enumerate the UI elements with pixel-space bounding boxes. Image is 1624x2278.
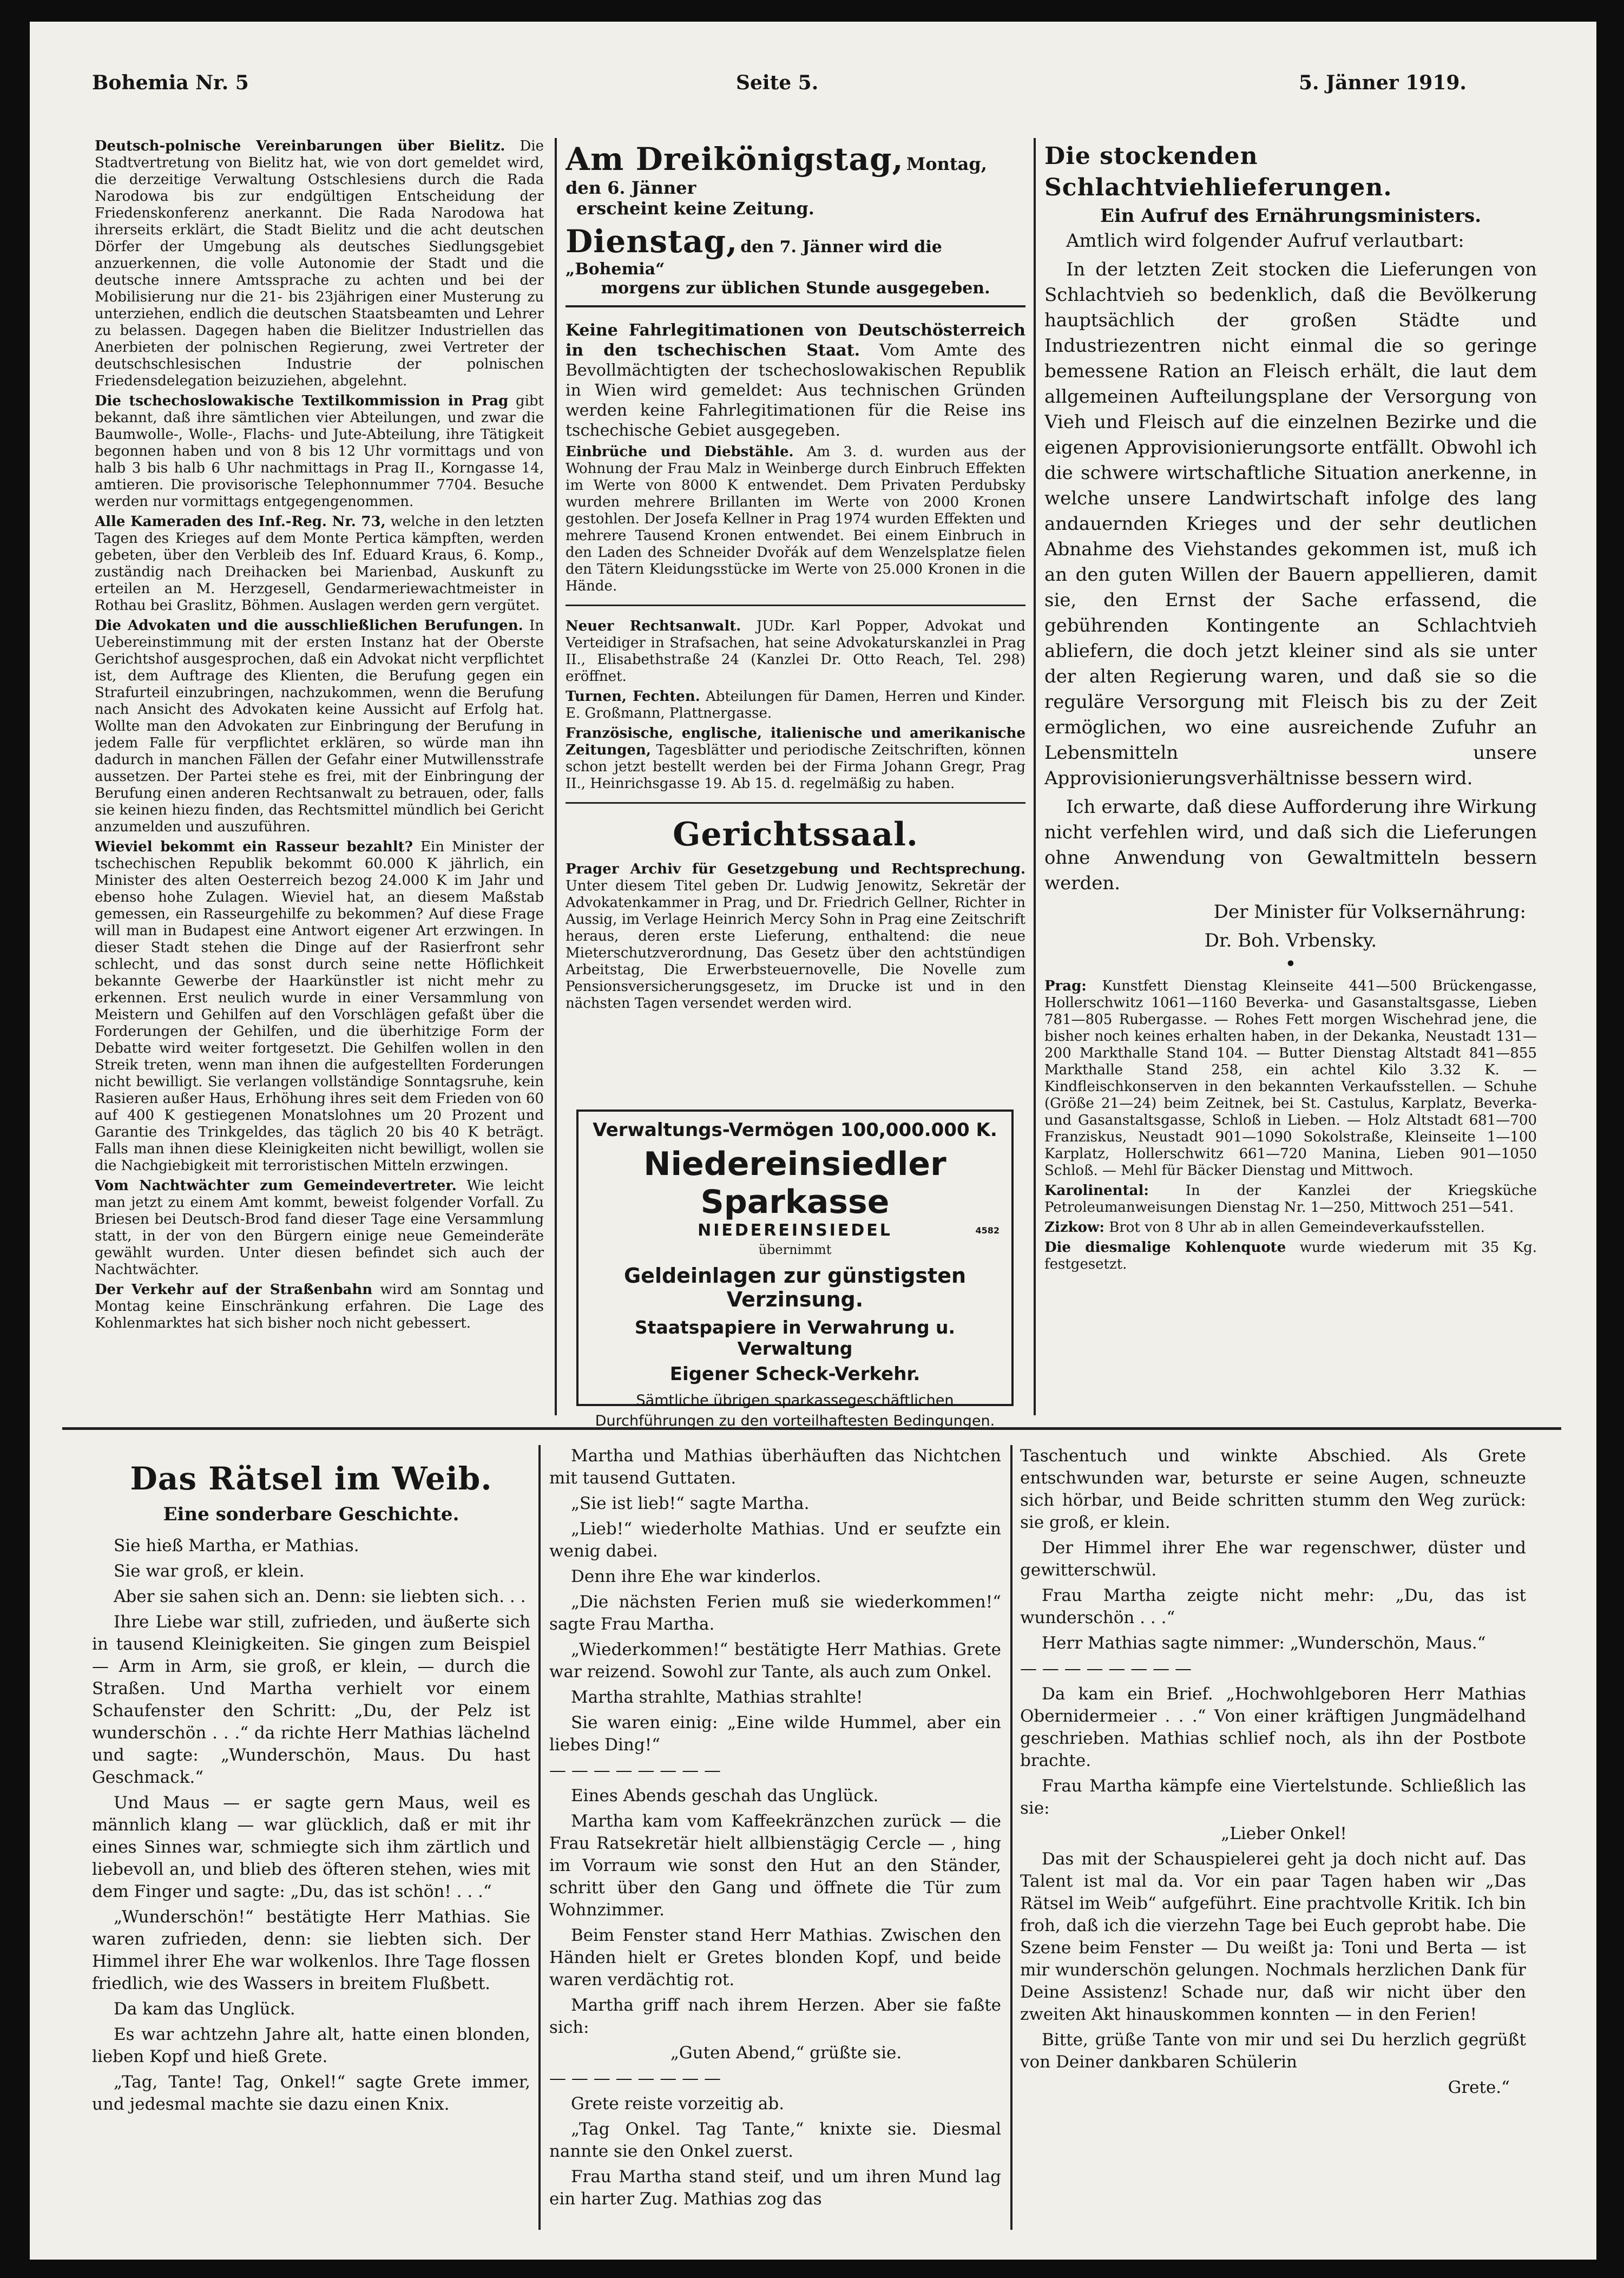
- story-c3-p2: Der Himmel ihrer Ehe war regenschwer, düster und gewitterschwül.: [1020, 1538, 1526, 1580]
- sparkasse-ad: [576, 1110, 1014, 1429]
- left-article-5: Wieviel bekommt ein Rasseur bezahlt? Ein Minister der tschechischen Republik bekommt 60.000 K jährlich, ein Minister des alten Oesterreich bezog 24.000 K im Jahr und ebenso hohe Zulagen. Wieviel hat, an diesem Maßstab gemessen, ein Rasseurgehilfe zu bekommen? Auf diese Frage will man in Budapest eine Antwort eigener Art erzwingen. In dieser Stadt stehen die Dinge auf der Rasierfront sehr schlecht, und das sonst durch seine nette Höflichkeit bekannte Gewerbe der Haarkünstler ist nicht mehr zu erkennen. Erst neulich wurde in einer Versammlung von Meistern und Gehilfen auf den Vorschlägen gefaßt über die Forderungen der Gehilfen, und die überhitzige Form der Debatte wird weiter fortgesetzt. Die Gehilfen wollen in den Streik treten, wenn man ihnen die aufgestellten Forderungen nicht bewilligt. Sie verlangen vollständige Sonntagsruhe, kein Rasieren außer Haus, Erhöhung ihres seit dem Frieden von 60 auf 400 K gestiegenen Monatslohnes um 20 Prozent und Garantie des Trinkgeldes, das täglich 20 bis 40 K beträgt. Falls man ihnen diese Kleinigkeiten nicht bewilligt, wollen sie die Nachgiebigkeit mit terroristischen Mitteln erzwingen.: [95, 839, 544, 1174]
- story-c3-break: — — — — — — — —: [1020, 1659, 1192, 1678]
- right-small-4: Die diesmalige Kohlenquote wurde wiederum mit 35 Kg. festgesetzt.: [1044, 1239, 1537, 1272]
- story-rule-1: [538, 1445, 541, 2230]
- story-c2-p9: Eines Abends geschah das Unglück.: [571, 1786, 879, 1806]
- story-c2-p12: Martha griff nach ihrem Herzen. Aber sie faßte sich:: [549, 1995, 1001, 2037]
- notice-dreikoenigstag: Am Dreikönigstag, Montag, den 6. Jänner erscheint keine Zeitung.: [566, 141, 987, 219]
- story-subtitle: Eine sonderbare Geschichte.: [163, 1504, 459, 1525]
- story-c1-p1: Sie hieß Martha, er Mathias.: [114, 1536, 359, 1555]
- story-c2-p15: „Tag Onkel. Tag Tante,“ knixte sie. Diesmal nannte sie den Onkel zuerst.: [549, 2119, 1001, 2161]
- story-c1-p3: Aber sie sahen sich an. Denn: sie liebten sich. . .: [114, 1587, 526, 1606]
- story-title: Das Rätsel im Weib.: [130, 1460, 492, 1497]
- right-paragraph-2: Ich erwarte, daß diese Aufforderung ihre Wirkung nicht verfehlen wird, und daß sich die Lieferungen ohne Anwendung von Gewaltmitteln bessern werden.: [1044, 796, 1537, 894]
- story-c3-signature: Grete.“: [1448, 2078, 1510, 2097]
- story-c3-p4: Herr Mathias sagte nimmer: „Wunderschön, Maus.“: [1042, 1633, 1486, 1653]
- story-c1-p6: „Wunderschön!“ bestätigte Herr Mathias. Sie waren zufrieden, denn: sie liebten sich. Der Himmel ihrer Ehe war wolkenlos. Ihre Tage flossen friedlich, wie des Wassers in breitem Flußbett.: [92, 1907, 530, 1993]
- left-column: [95, 138, 544, 1421]
- right-small-3: Zizkow: Brot von 8 Uhr ab in allen Gemeindeverkaufsstellen.: [1044, 1219, 1485, 1236]
- left-article-1: Deutsch-polnische Vereinbarungen über Bielitz. Die Stadtvertretung von Bielitz hat, wie von dort gemeldet wird, die derzeitige Verwaltung Ostschlesiens durch die Rada Narodowa bis zur endgültigen Entscheidung der Friedenskonferenz anerkannt. Die Rada Narodowa hat ihrerseits erklärt, die Stadt Bielitz und die acht deutschen Dörfer der Umgebung als deutsches Siedlungsgebiet anzuerkennen, die volle Autonomie der Stadt und die deutsche innere Amtssprache zu achten und bei der Mobilisierung nur die 21- bis 23jährigen einer Musterung zu unterziehen, endlich die deutschen Staatsbeamten und Lehrer zu belassen. Dagegen haben die Bielitzer Industriellen das Anerbieten der polnischen Regierung, zwei Vertreter der deutschschlesischen Industrie der polnischen Friedensdelegation beizuziehen, abgelehnt.: [95, 138, 544, 389]
- mid-divider-2: [566, 802, 1025, 804]
- separator-star: •: [1285, 955, 1296, 974]
- story-c2-p16: Frau Martha stand steif, und um ihren Mund lag ein harter Zug. Mathias zog das: [549, 2167, 1001, 2209]
- left-article-2: Die tschechoslowakische Textilkommission in Prag gibt bekannt, daß ihre sämtlichen vier Abteilungen, und zwar die Baumwolle-, Wolle-, Flachs- und Jute-Abteilung, ihre Tätigkeit begonnen haben und von 8 bis 12 Uhr vormittags und von halb 3 bis halb 6 Uhr nachmittags in Prag II., Korngasse 14, amtieren. Die provisorische Telephonnummer 7704. Besuche werden nur vormittags entgegengenommen.: [95, 393, 544, 510]
- ad-sub: übernimmt: [758, 1242, 832, 1257]
- story-c2-p8: Sie waren einig: „Eine wilde Hummel, aber ein liebes Ding!“: [549, 1713, 1001, 1755]
- header-masthead: Bohemia Nr. 5: [92, 71, 249, 94]
- story-column-3: [1020, 1445, 1526, 2235]
- story-rule-2: [1010, 1445, 1012, 2230]
- story-c2-p5: „Die nächsten Ferien muß sie wiederkommen!“ sagte Frau Martha.: [549, 1592, 1001, 1634]
- right-subtitle: Ein Aufruf des Ernährungsministers.: [1100, 205, 1482, 227]
- ad-place: NIEDEREINSIEDEL 4582: [698, 1221, 1000, 1240]
- story-c3-p5: Da kam ein Brief. „Hochwohlgeboren Herr Mathias Obernidermeier . . .“ Von einer kräftigen Jungmädelhand geschrieben. Mathias schlief noch, als ihn der Postbote brachte.: [1020, 1684, 1526, 1770]
- mid-article-2: Einbrüche und Diebstähle. Am 3. d. wurden aus der Wohnung der Frau Malz in Weinberge durch Einbruch Effekten im Werte von 8000 K entwendet. Dem Privaten Perdubsky wurden mehrere Brillanten im Werte von 2000 Kronen gestohlen. Der Josefa Kellner in Prag 1974 wurden Effekten und mehrere Tausend Kronen entwendet. Bei einem Einbruch in den Laden des Schneider Dvořák auf dem Wenzelsplatze fielen den Tätern Kleidungsstücke im Werte von 25.000 Kronen in die Hände.: [566, 444, 1025, 594]
- notice-dienstag: Dienstag, den 7. Jänner wird die „Bohemia“ morgens zur üblichen Stunde ausgegeben.: [566, 223, 990, 298]
- ad-line-1: Geldeinlagen zur günstigsten Verzinsung.: [623, 1264, 966, 1311]
- column-rule-1: [555, 138, 557, 1415]
- mid-article-4: Turnen, Fechten. Abteilungen für Damen, Herren und Kinder. E. Großmann, Plattnergasse.: [566, 688, 1025, 721]
- ad-line-2: Staatspapiere in Verwahrung u. Verwaltung: [634, 1317, 956, 1359]
- right-small-2: Karolinental: In der Kanzlei der Kriegsküche Petroleumanweisungen Dienstag Nr. 1—250, Mittwoch 251—541.: [1044, 1183, 1537, 1216]
- story-column-2: [549, 1445, 1001, 2235]
- story-c2-p4: Denn ihre Ehe war kinderlos.: [571, 1567, 821, 1586]
- minister-title: Der Minister für Volksernährung:: [1213, 901, 1526, 923]
- ad-capital: Verwaltungs-Vermögen 100,000.000 K.: [593, 1119, 997, 1141]
- story-c2-break-1: — — — — — — — —: [549, 1761, 721, 1780]
- story-c3-letter-body: Das mit der Schauspielerei geht ja doch nicht auf. Das Talent ist mal da. Vor ein paar Tagen haben wir „Das Rätsel im Weib“ aufgeführt. Eine prachtvolle Kritik. Ich bin froh, daß ich die vierzehn Tage bei Euch geprobt habe. Die Szene beim Fenster — Du weißt ja: Toni und Berta — ist mir wunderschön gelungen. Nochmals herzlichen Dank für Deine Assistenz! Schade nur, daß wir nicht über den zweiten Akt hinauskommen konnten — in den Ferien!: [1020, 1849, 1526, 2024]
- right-intro: Amtlich wird folgender Aufruf verlautbart:: [1066, 230, 1464, 252]
- gerichtssaal-title: Gerichtssaal.: [673, 816, 918, 854]
- column-rule-2: [1034, 138, 1036, 1415]
- left-article-4: Die Advokaten und die ausschließlichen Berufungen. In Uebereinstimmung mit der ersten Instanz hat der Oberste Gerichtshof ausgesprochen, daß ein Advokat nicht verpflichtet ist, dem Auftrage des Klienten, die Berufung gegen ein Strafurteil einzubringen, nachzukommen, wenn die Berufung nach Ansicht des Advokaten keine Aussicht auf Erfolg hat. Wollte man den Advokaten zur Einbringung der Berufung in jedem Falle für verpflichtet erklären, so würde man ihn dadurch in manchen Fällen der Gefahr einer Mutwillensstrafe aussetzen. Der Partei stehe es frei, mit der Einbringung der Berufung einen anderen Rechtsanwalt zu betrauen, oder, falls sie keinen hiezu finden, das Rechtsmittel mündlich bei Gericht anzumelden und auszuführen.: [95, 618, 544, 835]
- story-c2-p13: „Guten Abend,“ grüßte sie.: [670, 2043, 902, 2063]
- story-c2-p1: Martha und Mathias überhäuften das Nichtchen mit tausend Guttaten.: [549, 1446, 1001, 1488]
- story-c2-p7: Martha strahlte, Mathias strahlte!: [571, 1688, 863, 1707]
- story-c1-p7: Da kam das Unglück.: [114, 1999, 295, 2019]
- left-article-3: Alle Kameraden des Inf.-Reg. Nr. 73, welche in den letzten Tagen des Krieges auf dem Monte Pertica kämpften, werden gebeten, über den Verbleib des Inf. Eduard Kraus, 6. Komp., zuständig nach Dreihacken bei Marienbad, Auskunft zu erteilen an M. Herzgesell, Gendarmeriewachtmeister in Rothau bei Graslitz, Böhmen. Auslagen werden gern vergütet.: [95, 514, 544, 614]
- story-c3-letter-closing: Bitte, grüße Tante von mir und sei Du herzlich gegrüßt von Deiner dankbaren Schülerin: [1020, 2030, 1526, 2072]
- minister-name: Dr. Boh. Vrbensky.: [1204, 930, 1377, 951]
- story-c3-letter-salutation: „Lieber Onkel!: [1221, 1824, 1347, 1843]
- story-c1-p5: Und Maus — er sagte gern Maus, weil es männlich klang — war glücklich, daß er mit ihr eines Sinnes war, schmiegte sich ihm zärtlich und liebevoll an, und blieb des öfteren stehen, wies mit dem Finger und sagte: „Du, das ist schön! . . .“: [92, 1793, 530, 1901]
- right-column: [1044, 141, 1537, 1418]
- ad-line-3: Eigener Scheck-Verkehr.: [669, 1363, 921, 1385]
- left-article-7: Der Verkehr auf der Straßenbahn wird am Sonntag und Montag keine Einschränkung erfahren. Die Lage des Kohlenmarktes hat sich bisher noch nicht gebessert.: [95, 1282, 544, 1331]
- story-c3-p1: Taschentuch und winkte Abschied. Als Grete entschwunden war, beturste er seine Augen, schneuzte sich hörbar, und Beide schritten stumm den Weg zurück: sie groß, er klein.: [1020, 1446, 1526, 1532]
- story-c2-p10: Martha kam vom Kaffeekränzchen zurück — die Frau Ratsekretär hielt allbienstägig Cercle — , hing im Vorraum wie sonst den Hut an den Ständer, schritt über den Gang und öffnete die Tür zum Wohnzimmer.: [549, 1811, 1001, 1920]
- left-article-6: Vom Nachtwächter zum Gemeindevertreter. Wie leicht man jetzt zu einem Amt kommt, beweist folgender Vorfall. Zu Briesen bei Deutsch-Brod fand dieser Tage eine Versammlung statt, in der von den Bürgern einige neue Gemeinderäte gewählt wurden. Unter diesen befindet sich auch der Nachtwächter.: [95, 1178, 544, 1278]
- right-paragraph-1: In der letzten Zeit stocken die Lieferungen von Schlachtvieh so bedenklich, daß die Bevölkerung hauptsächlich der großen Städte und Industriezentren nicht einmal die so geringe bemessene Ration an Fleisch erhält, die laut dem allgemeinen Aufteilungsplane der Versorgung von Vieh und Fleisch auf die einzelnen Bezirke und die eigenen Approvisionierungsorte entfällt. Obwohl ich die schwere wirtschaftliche Situation anerkenne, in welche unsere Landwirtschaft infolge des lang andauernden Krieges und der sehr deutlichen Abnahme des Viehstandes gekommen ist, muß ich an den guten Willen der Bauern appellieren, damit sie, den Ernst der Sache erfassend, die gebührenden Kontingente an Schlachtvieh abliefern, die doch jetzt kleiner sind als sie unter der alten Regierung waren, und daß sie so die reguläre Versorgung mit Fleisch bis zu der Zeit ermöglichen, wo eine ausreichende Zufuhr an Lebensmitteln unsere Approvisionierungsverhältnisse bessern wird.: [1044, 259, 1537, 789]
- story-c2-p2: „Sie ist lieb!“ sagte Martha.: [571, 1494, 810, 1513]
- story-c1-p8: Es war achtzehn Jahre alt, hatte einen blonden, lieben Kopf und hieß Grete.: [92, 2025, 530, 2066]
- mid-article-3: Neuer Rechtsanwalt. JUDr. Karl Popper, Advokat und Verteidiger in Strafsachen, hat seine Advokaturskanzlei in Prag II., Elisabethstraße 24 (Kanzlei Dr. Otto Reach, Tel. 298) eröffnet.: [566, 618, 1025, 685]
- story-c1-p4: Ihre Liebe war still, zufrieden, und äußerte sich in tausend Kleinigkeiten. Sie gingen zum Beispiel — Arm in Arm, sie groß, er klein, — durch die Straßen. Und Martha verhielt vor einem Schaufenster den Schritt: „Du, der Pelz ist wunderschön . . .“ da richte Herr Mathias lächelnd und sagte: „Wunderschön, Maus. Du hast Geschmack.“: [92, 1612, 530, 1787]
- story-c3-p6: Frau Martha kämpfe eine Viertelstunde. Schließlich las sie:: [1020, 1776, 1526, 1818]
- ad-bank-name: Niedereinsiedler Sparkasse: [643, 1145, 946, 1221]
- newspaper-page: [30, 22, 1596, 2260]
- story-c1-p9: „Tag, Tante! Tag, Onkel!“ sagte Grete immer, und jedesmal machte sie dazu einen Knix.: [92, 2072, 530, 2114]
- story-c3-p3: Frau Martha zeigte nicht mehr: „Du, das ist wunderschön . . .“: [1020, 1586, 1526, 1627]
- right-small-1: Prag: Kunstfett Dienstag Kleinseite 441—500 Brückengasse, Hollerschwitz 1061—1160 Beverka- und Gasanstaltsgasse, Lieben 781—805 Rubergasse. — Rohes Fett morgen Wischehrad jene, die bisher noch keines erhalten haben, in der Dekanka, Neustadt 131—200 Markthalle Stand 104. — Butter Dienstag Altstadt 841—855 Markthalle Stand 258, ein achtel Kilo 3.32 K. — Kindfleischkonserven in den bekannten Verkaufsstellen. — Schuhe (Größe 21—24) beim Zeitnek, bei St. Castulus, Karplatz, Beverka- und Gasanstaltsgasse, Schloß in Lieben. — Holz Altstadt 681—700 Franziskus, Neustadt 901—1090 Sokolstraße, Kleinseite 1—100 Karplatz, Hollerschwitz 661—720 Manina, Lieben 901—1050 Schloß. — Mehl für Bäcker Dienstag und Mittwoch.: [1044, 978, 1537, 1179]
- header-date: 5. Jänner 1919.: [1299, 71, 1467, 94]
- right-title: Die stockenden Schlachtviehlieferungen.: [1044, 142, 1392, 201]
- story-c1-p2: Sie war groß, er klein.: [114, 1561, 305, 1581]
- notice-divider: [566, 305, 1025, 307]
- mid-article-1: Keine Fahrlegitimationen von Deutschösterreich in den tschechischen Staat. Vom Amte des Bevollmächtigten der tschechoslowakischen Republik in Wien wird gemeldet: Aus technischen Gründen werden keine Fahrlegitimationen für die Reise ins tschechische Gebiet ausgegeben.: [566, 321, 1025, 440]
- story-c2-p3: „Lieb!“ wiederholte Mathias. Und er seufzte ein wenig dabei.: [549, 1519, 1001, 1561]
- story-c2-p6: „Wiederkommen!“ bestätigte Herr Mathias. Grete war reizend. Sowohl zur Tante, als auch zum Onkel.: [549, 1640, 1001, 1682]
- gerichtssaal-article: Prager Archiv für Gesetzgebung und Rechtsprechung. Unter diesem Titel geben Dr. Ludwig Jenowitz, Sekretär der Advokatenkammer in Prag, und Dr. Friedrich Gellner, Richter in Aussig, im Verlage Heinrich Mercy Sohn in Prag eine Zeitschrift heraus, deren erste Lieferung, enthaltend: die neue Mieterschutzverordnung, Das Gesetz über den achtstündigen Arbeitstag, Die Erwerbsteuernovelle, Die Novelle zum Pensionsversicherungsgesetz, im Drucke ist und in den nächsten Tagen versendet werden wird.: [566, 861, 1025, 1012]
- story-c2-p14: Grete reiste vorzeitig ab.: [571, 2094, 785, 2113]
- story-c2-break-2: — — — — — — — —: [549, 2069, 721, 2088]
- mid-divider-1: [566, 605, 1025, 606]
- story-c2-p11: Beim Fenster stand Herr Mathias. Zwischen den Händen hielt er Gretes blonden Kopf, und beide waren verdächtig rot.: [549, 1926, 1001, 1990]
- ad-line-4: Sämtliche übrigen sparkassegeschäftlichen Durchführungen zu den vorteilhaftesten Bedingungen.: [595, 1392, 995, 1429]
- story-column-1: [92, 1445, 530, 2235]
- header-page-number: Seite 5.: [736, 71, 819, 94]
- mid-article-5: Französische, englische, italienische und amerikanische Zeitungen, Tagesblätter und periodische Zeitschriften, können schon jetzt bestellt werden bei der Firma Johann Gregr, Prag II., Heinrichsgasse 19. Ab 15. d. regelmäßig zu haben.: [566, 725, 1025, 792]
